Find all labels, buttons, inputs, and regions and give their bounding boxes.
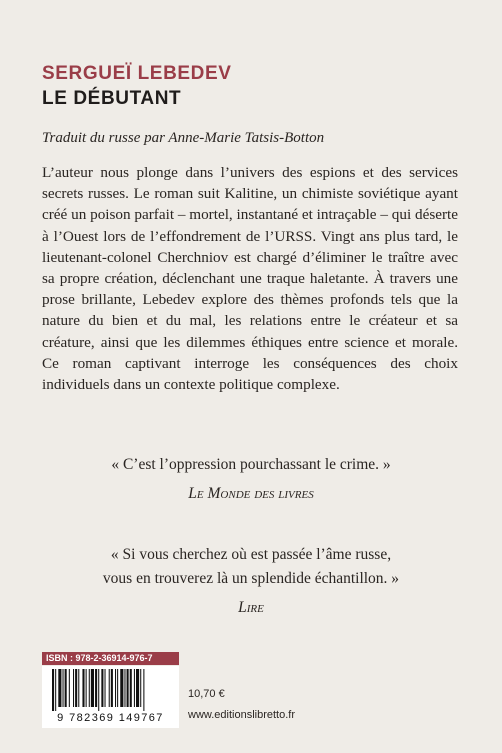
barcode-bar bbox=[105, 669, 106, 707]
barcode-bar bbox=[78, 669, 79, 707]
press-quote-2-line-1: « Si vous cherchez où est passée l’âme russe, bbox=[110, 546, 392, 563]
press-quote-2-source bbox=[0, 599, 502, 617]
barcode-bar bbox=[127, 669, 129, 707]
press-quote-2-source-text: Lire bbox=[238, 599, 264, 616]
barcode-bar bbox=[52, 669, 54, 711]
barcode-bar bbox=[134, 669, 135, 707]
barcode-bar bbox=[63, 669, 64, 707]
author-name: SERGUEÏ LEBEDEV bbox=[42, 63, 232, 84]
barcode-bar bbox=[58, 669, 61, 707]
barcode-bar bbox=[124, 669, 125, 707]
isbn-label: ISBN : 978-2-36914-976-7 bbox=[42, 652, 179, 665]
barcode-bar bbox=[86, 669, 87, 707]
barcode-bar bbox=[111, 669, 113, 707]
barcode-bar bbox=[115, 669, 116, 707]
price: 10,70 € bbox=[188, 688, 225, 700]
publisher-website: www.editionslibretto.fr bbox=[188, 709, 295, 721]
book-title: LE DÉBUTANT bbox=[42, 88, 182, 109]
barcode-bar bbox=[69, 669, 70, 707]
barcode-bar bbox=[95, 669, 97, 707]
barcode-bar bbox=[120, 669, 123, 707]
barcode-bar bbox=[55, 669, 56, 711]
barcode-bar bbox=[140, 669, 141, 707]
press-quote-2 bbox=[0, 543, 502, 591]
press-quote-1-source bbox=[0, 485, 502, 503]
barcode-bar bbox=[143, 669, 144, 711]
barcode-digits: 9 782369 149767 bbox=[57, 712, 164, 724]
barcode-bars bbox=[52, 669, 172, 711]
barcode-bar bbox=[91, 669, 94, 707]
barcode-bar bbox=[65, 669, 67, 707]
barcode-bar bbox=[89, 669, 90, 707]
barcode bbox=[42, 666, 179, 728]
press-quote-1-line-1: « C’est l’oppression pourchassant le crime. » bbox=[111, 456, 391, 473]
barcode-bar bbox=[109, 669, 110, 707]
barcode-bar bbox=[136, 669, 139, 707]
press-quote-1 bbox=[0, 456, 502, 474]
press-quote-2-line-2: vous en trouverez là un splendide échantillon. » bbox=[102, 570, 400, 587]
barcode-bar bbox=[130, 669, 132, 707]
translator-credit: Traduit du russe par Anne-Marie Tatsis-Botton bbox=[42, 130, 325, 146]
barcode-bar bbox=[75, 669, 77, 707]
press-quote-1-source-text: Le Monde des livres bbox=[188, 485, 314, 502]
barcode-bar bbox=[117, 669, 118, 707]
blurb-text: L’auteur nous plonge dans l’univers des espions et des services secrets russes. Le roman suit Kalitine, un chimiste soviétique ayant créé un poison parfait – mortel, instantané et intraçable – qui déserte à l’Ouest lors de l’effondrement de l’URSS. Vingt ans plus tard, le lieutenant-colonel Cherchniov est chargé d’éliminer le traître avec sa propre création, déclenchant une traque haletante. À travers une prose brillante, Lebedev explore des thèmes profonds tels que la nature du bien et du mal, les relations entre le créateur et sa créature, ainsi que les dilemmes éthiques entre science et morale. Ce roman captivant interroge les conséquences des choix individuels dans un contexte politique complexe. bbox=[42, 164, 458, 394]
barcode-bar bbox=[73, 669, 74, 707]
barcode-bar bbox=[82, 669, 84, 707]
barcode-bar bbox=[101, 669, 103, 707]
barcode-bar bbox=[98, 669, 99, 711]
